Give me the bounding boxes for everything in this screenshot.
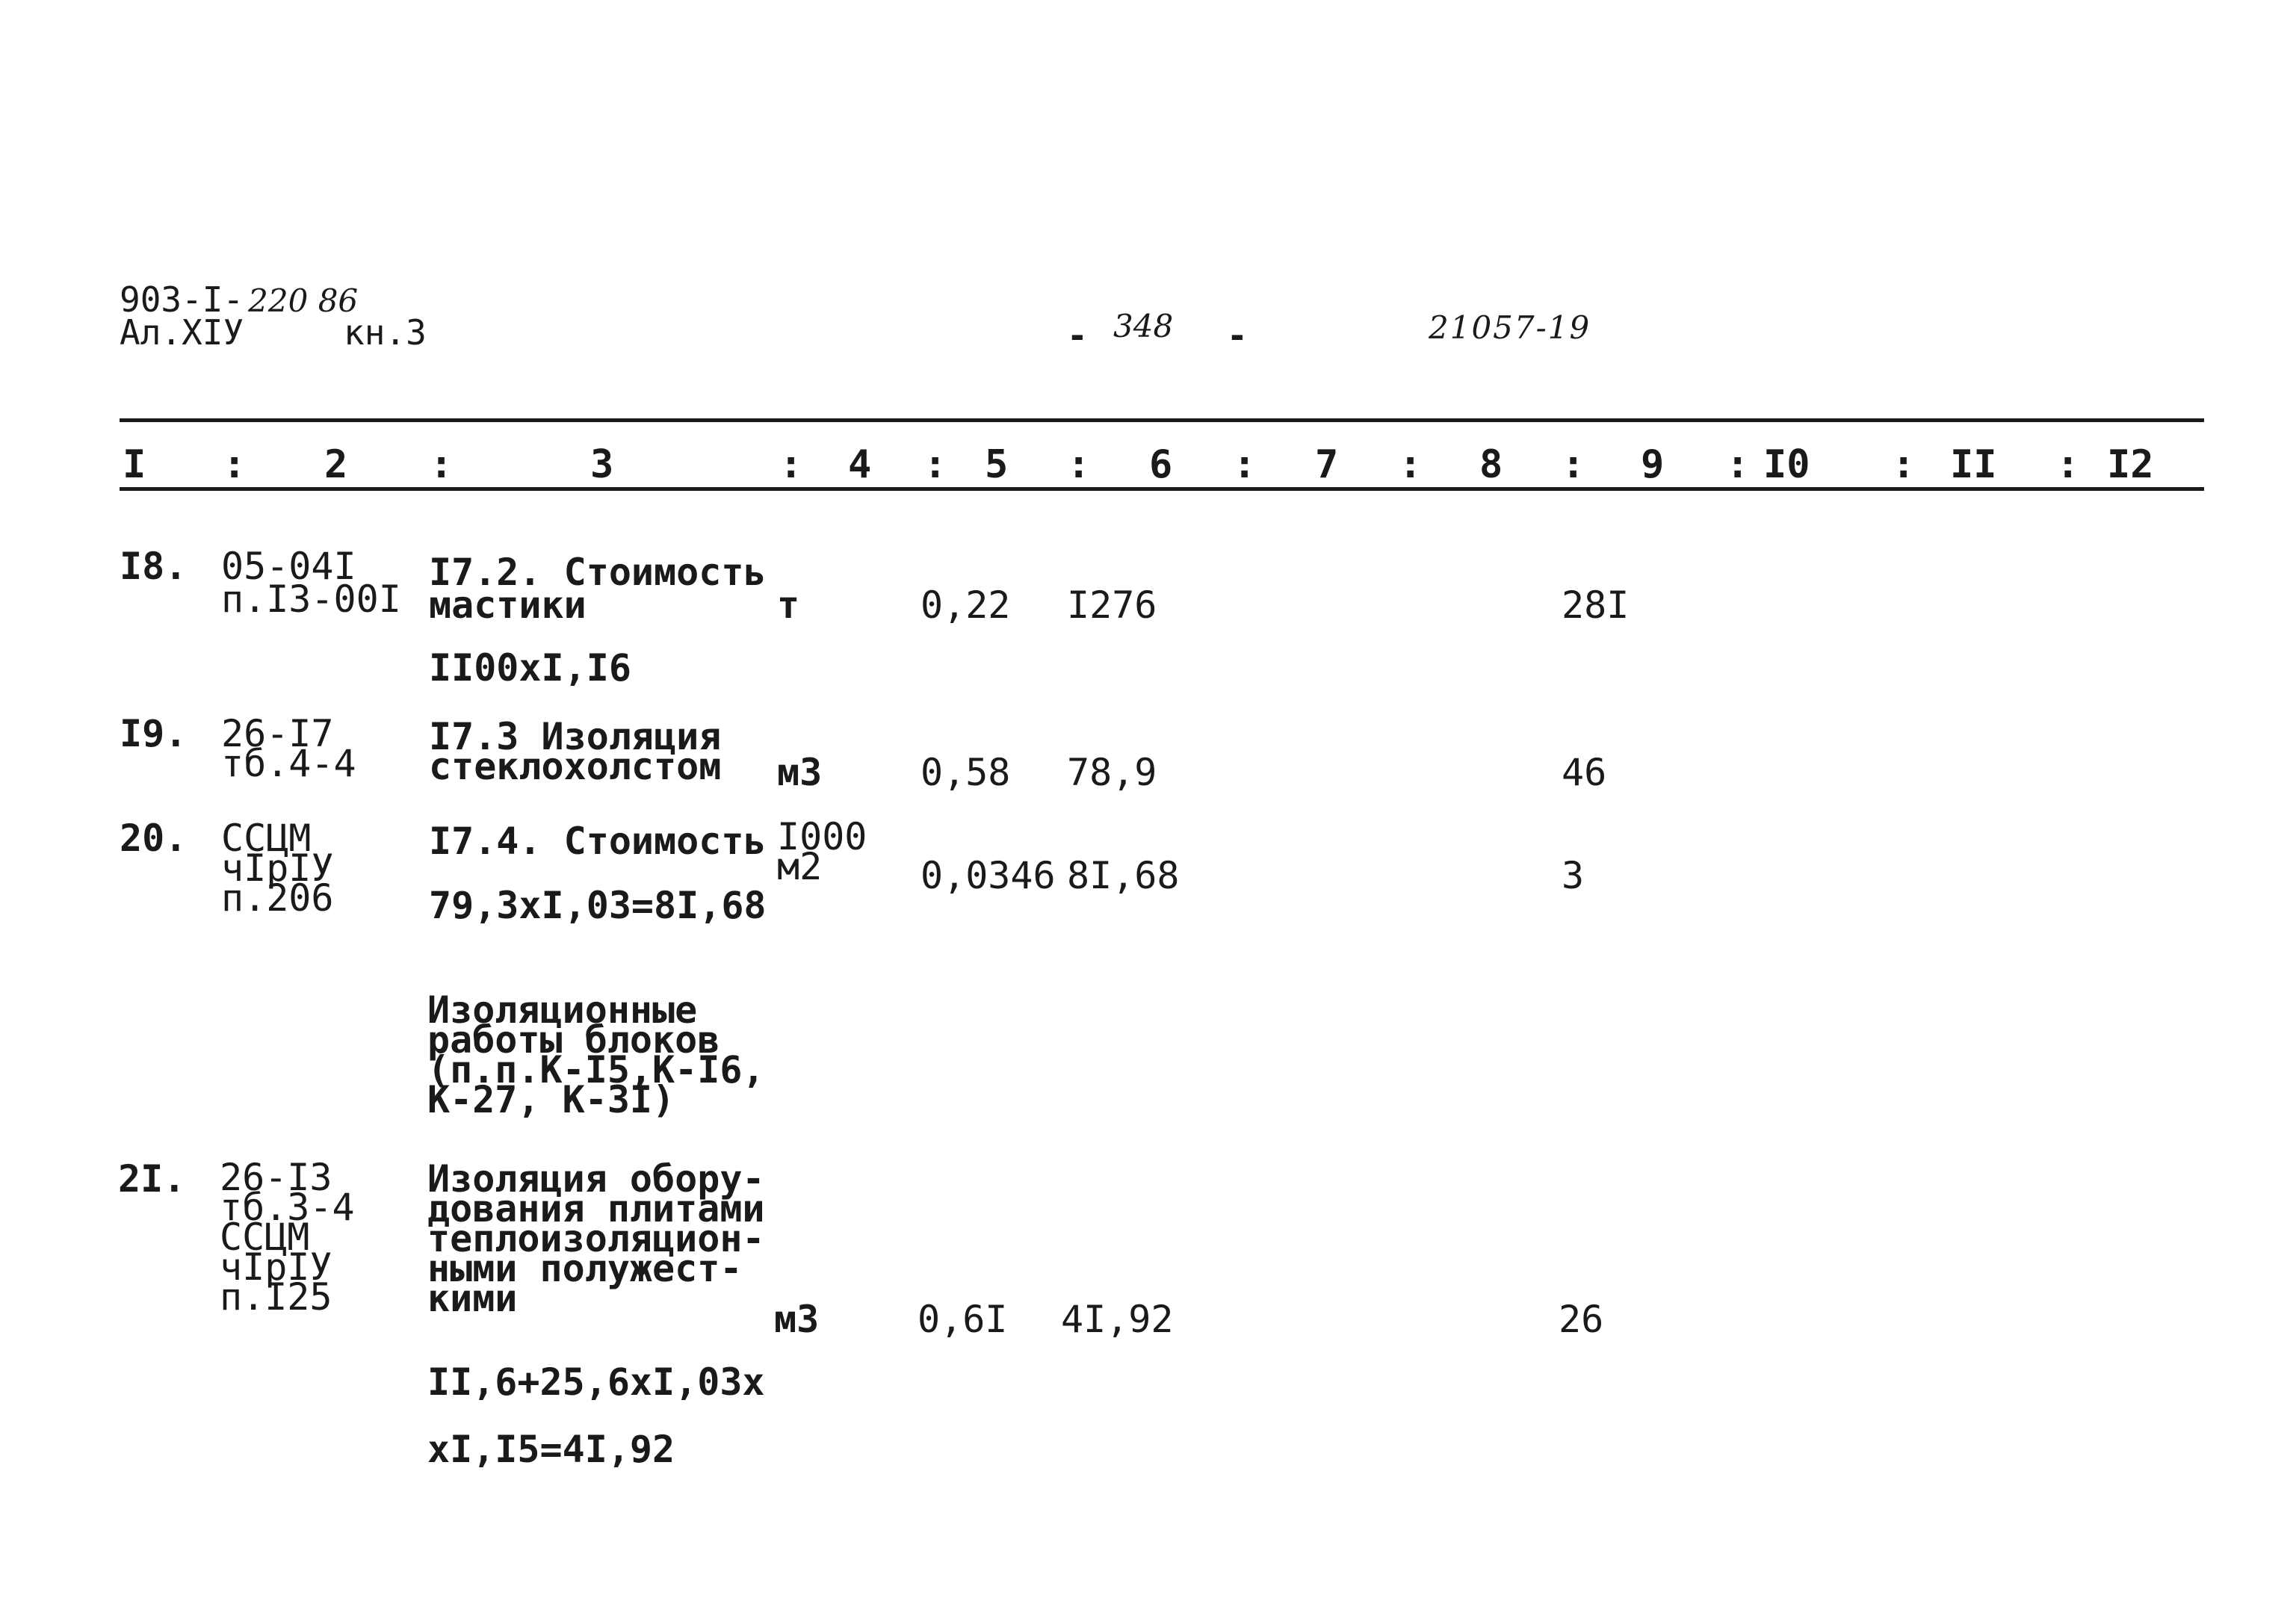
page-number: 348 <box>1113 308 1174 344</box>
top-rule <box>120 418 2204 422</box>
row-total: 3 <box>1562 854 1585 897</box>
row-quantity: 0,22 <box>920 583 1011 627</box>
row-code: 26-I3 тб.3-4 ССЦМ чIрIУ п.I25 <box>220 1156 355 1319</box>
row-price: 78,9 <box>1067 751 1157 794</box>
row-total: 26 <box>1559 1298 1604 1341</box>
doc-code-handwritten: 220 86 <box>248 282 359 319</box>
col-separator: : <box>1399 442 1423 487</box>
col-separator: : <box>1562 442 1585 487</box>
row-code: ССЦМ чIрIУ п.206 <box>221 817 334 920</box>
row-quantity: 0,58 <box>920 751 1011 794</box>
col-separator: : <box>1892 442 1916 487</box>
row-price: I276 <box>1067 583 1157 627</box>
row-description: I7.2. Стоимость мастики <box>429 551 767 627</box>
col-separator: : <box>430 442 454 487</box>
col-header-2: 2 <box>324 442 348 487</box>
doc-code-printed: 903-I- <box>120 279 244 320</box>
row-number: 20. <box>120 817 188 860</box>
row-description-extra: 79,3xI,03=8I,68 <box>429 884 767 927</box>
row-description: I7.4. Стоимость <box>429 820 767 863</box>
col-header-12: I2 <box>2107 442 2154 487</box>
row-description-extra: II,6+25,6xI,03x <box>427 1360 765 1404</box>
col-separator: : <box>1726 442 1750 487</box>
col-separator: : <box>1233 442 1257 487</box>
col-header-10: I0 <box>1763 442 1810 487</box>
album-label: Ал.XIУ <box>120 312 244 353</box>
row-unit: м3 <box>777 751 823 794</box>
book-label: кн.3 <box>344 312 427 353</box>
page-dash-right: - <box>1227 315 1248 356</box>
section-heading-text: Изоляционные работы блоков (п.п.К-I5,К-I6, К-27, К-3I) <box>427 988 765 1121</box>
col-header-6: 6 <box>1149 442 1173 487</box>
row-unit: т <box>777 583 800 627</box>
col-separator: : <box>923 442 947 487</box>
page-dash-left: - <box>1067 315 1088 356</box>
row-number: I9. <box>120 712 188 755</box>
col-header-3: 3 <box>590 442 614 487</box>
row-number: 2I. <box>118 1157 186 1201</box>
reference-number: 21057-19 <box>1429 309 1591 346</box>
col-header-8: 8 <box>1479 442 1503 487</box>
row-code: 26-I7 тб.4-4 <box>221 712 356 785</box>
header-underline <box>120 487 2204 491</box>
col-separator: : <box>2056 442 2080 487</box>
row-price: 8I,68 <box>1067 854 1180 897</box>
row-description: Изоляция обору- дования плитами теплоизоляцион- ными полужест- кими <box>427 1157 765 1320</box>
row-unit: I000 м2 <box>777 815 867 888</box>
col-header-7: 7 <box>1315 442 1339 487</box>
row-quantity: 0,6I <box>918 1298 1008 1341</box>
col-separator: : <box>779 442 803 487</box>
col-separator: : <box>223 442 247 487</box>
col-header-5: 5 <box>985 442 1009 487</box>
col-header-11: II <box>1950 442 1997 487</box>
row-number: I8. <box>120 545 188 588</box>
col-header-9: 9 <box>1641 442 1665 487</box>
row-code: 05-04I п.I3-00I <box>221 545 401 621</box>
row-price: 4I,92 <box>1061 1298 1174 1341</box>
row-total: 46 <box>1562 751 1607 794</box>
col-header-1: I <box>123 442 146 487</box>
row-description-extra: II00xI,I6 <box>429 646 631 690</box>
col-header-4: 4 <box>848 442 872 487</box>
row-description: I7.3 Изоляция стеклохолстом <box>429 715 722 788</box>
row-description-extra: xI,I5=4I,92 <box>427 1428 675 1471</box>
row-unit: м3 <box>774 1298 820 1341</box>
row-quantity: 0,0346 <box>920 854 1056 897</box>
col-separator: : <box>1067 442 1091 487</box>
row-total: 28I <box>1562 583 1630 627</box>
